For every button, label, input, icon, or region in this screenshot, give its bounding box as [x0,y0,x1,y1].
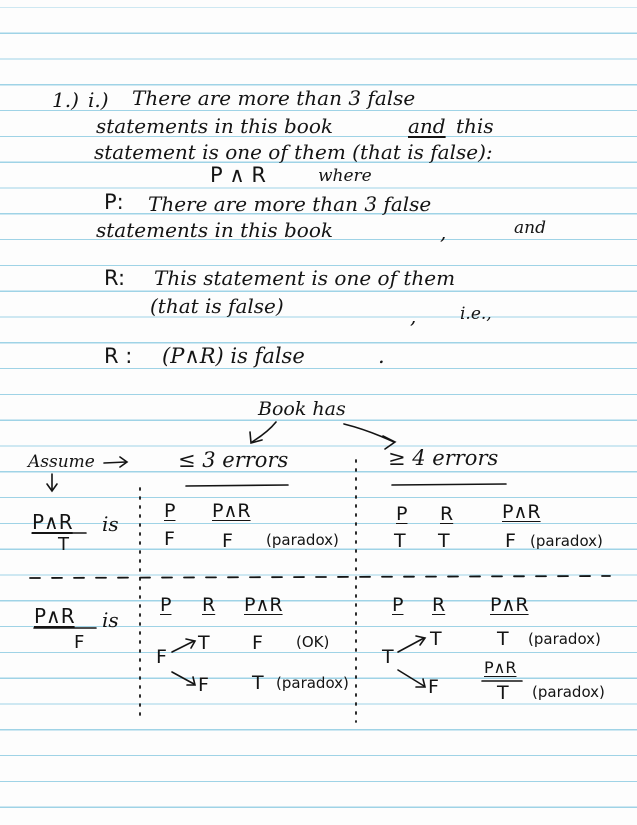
dashed-separator-horizontal [30,576,610,578]
row1-left-note: (paradox) [266,531,339,549]
row2-right-pr-down: T [497,682,509,704]
row2-right-arrow-down [398,670,424,686]
formula: P ∧ R [210,163,266,187]
row2-right-pr-down-top: P∧R [484,658,517,677]
row1-right-h2: R [440,503,454,525]
row2-right-note-up: (paradox) [528,630,601,648]
p-label: P: [104,190,124,214]
r-label-2: R : [104,344,133,368]
row1-right-v1: T [394,530,406,552]
row1-right-v2: T [438,530,450,552]
r-definition-1: This statement is one of them [154,266,456,290]
row2-left-h3: P∧R [244,594,283,616]
row2-lhs-is: is [102,608,119,632]
row1-left-h1: P [164,500,176,522]
assume-arrow-right [104,462,126,463]
book-arrow-right [344,424,394,442]
ie-abbreviation: i.e., [460,304,492,324]
book-has-label: Book has [258,398,346,420]
row2-left-r-up: T [198,632,210,654]
row2-lhs-top: P∧R [34,604,75,628]
r-label: R: [104,266,126,290]
le3-errors-label: ≤ 3 errors [178,448,289,472]
row2-left-pr-down: T [252,672,264,694]
row1-lhs-is: is [102,512,119,536]
row1-left-v1: F [164,528,175,550]
row2-right-note-down: (paradox) [532,683,605,701]
statement-line-1: There are more than 3 false [132,86,416,110]
period: . [378,344,385,368]
row2-left-arrow-down [172,672,194,684]
row2-right-p-value: T [382,646,394,668]
comma-2: , [410,304,417,328]
row2-left-note-down: (paradox) [276,674,349,692]
sub-number: i.) [88,88,109,112]
and-word: and [514,218,546,238]
statement-line-2b: this [456,114,494,138]
row2-left-h2: R [202,594,216,616]
row1-lhs-top: P∧R [32,510,73,534]
row2-right-pr-up: T [497,628,509,650]
row2-lhs-bottom: F [74,632,85,653]
row1-right-h1: P [396,503,408,525]
row1-right-v3: F [505,530,516,552]
item-number: 1.) [52,88,79,112]
row1-left-h2: P∧R [212,500,251,522]
statement-line-2-and: and [408,114,446,138]
row2-right-h3: P∧R [490,594,529,616]
row1-right-h3: P∧R [502,501,541,523]
row1-lhs-bottom: T [58,534,69,555]
statement-line-3: statement is one of them (that is false): [94,140,493,164]
assume-label: Assume [28,452,95,472]
row2-right-h2: R [432,594,446,616]
row2-right-r-down: F [428,676,439,698]
p-definition-1: There are more than 3 false [148,192,432,216]
row2-left-arrow-up [172,641,194,652]
comma-1: , [440,220,447,244]
ge4-underline [392,484,506,485]
row1-right-note: (paradox) [530,532,603,550]
row2-left-h1: P [160,594,172,616]
row1-left-v2: F [222,530,233,552]
book-arrow-left [252,422,276,442]
statement-line-2a: statements in this book [96,114,334,138]
r-definition-2: (that is false) [150,294,284,318]
row2-right-r-up: T [430,628,442,650]
ge4-errors-label: ≥ 4 errors [388,446,499,470]
row2-right-h1: P [392,594,404,616]
where-word: where [318,166,372,186]
row2-left-r-down: F [198,674,209,696]
le3-underline [186,485,288,486]
row2-left-note-up: (OK) [296,633,330,651]
row2-left-pr-up: F [252,632,263,654]
row2-left-p-value: F [156,646,167,668]
r-definition-3: (P∧R) is false [162,344,305,368]
p-definition-2: statements in this book [96,218,334,242]
